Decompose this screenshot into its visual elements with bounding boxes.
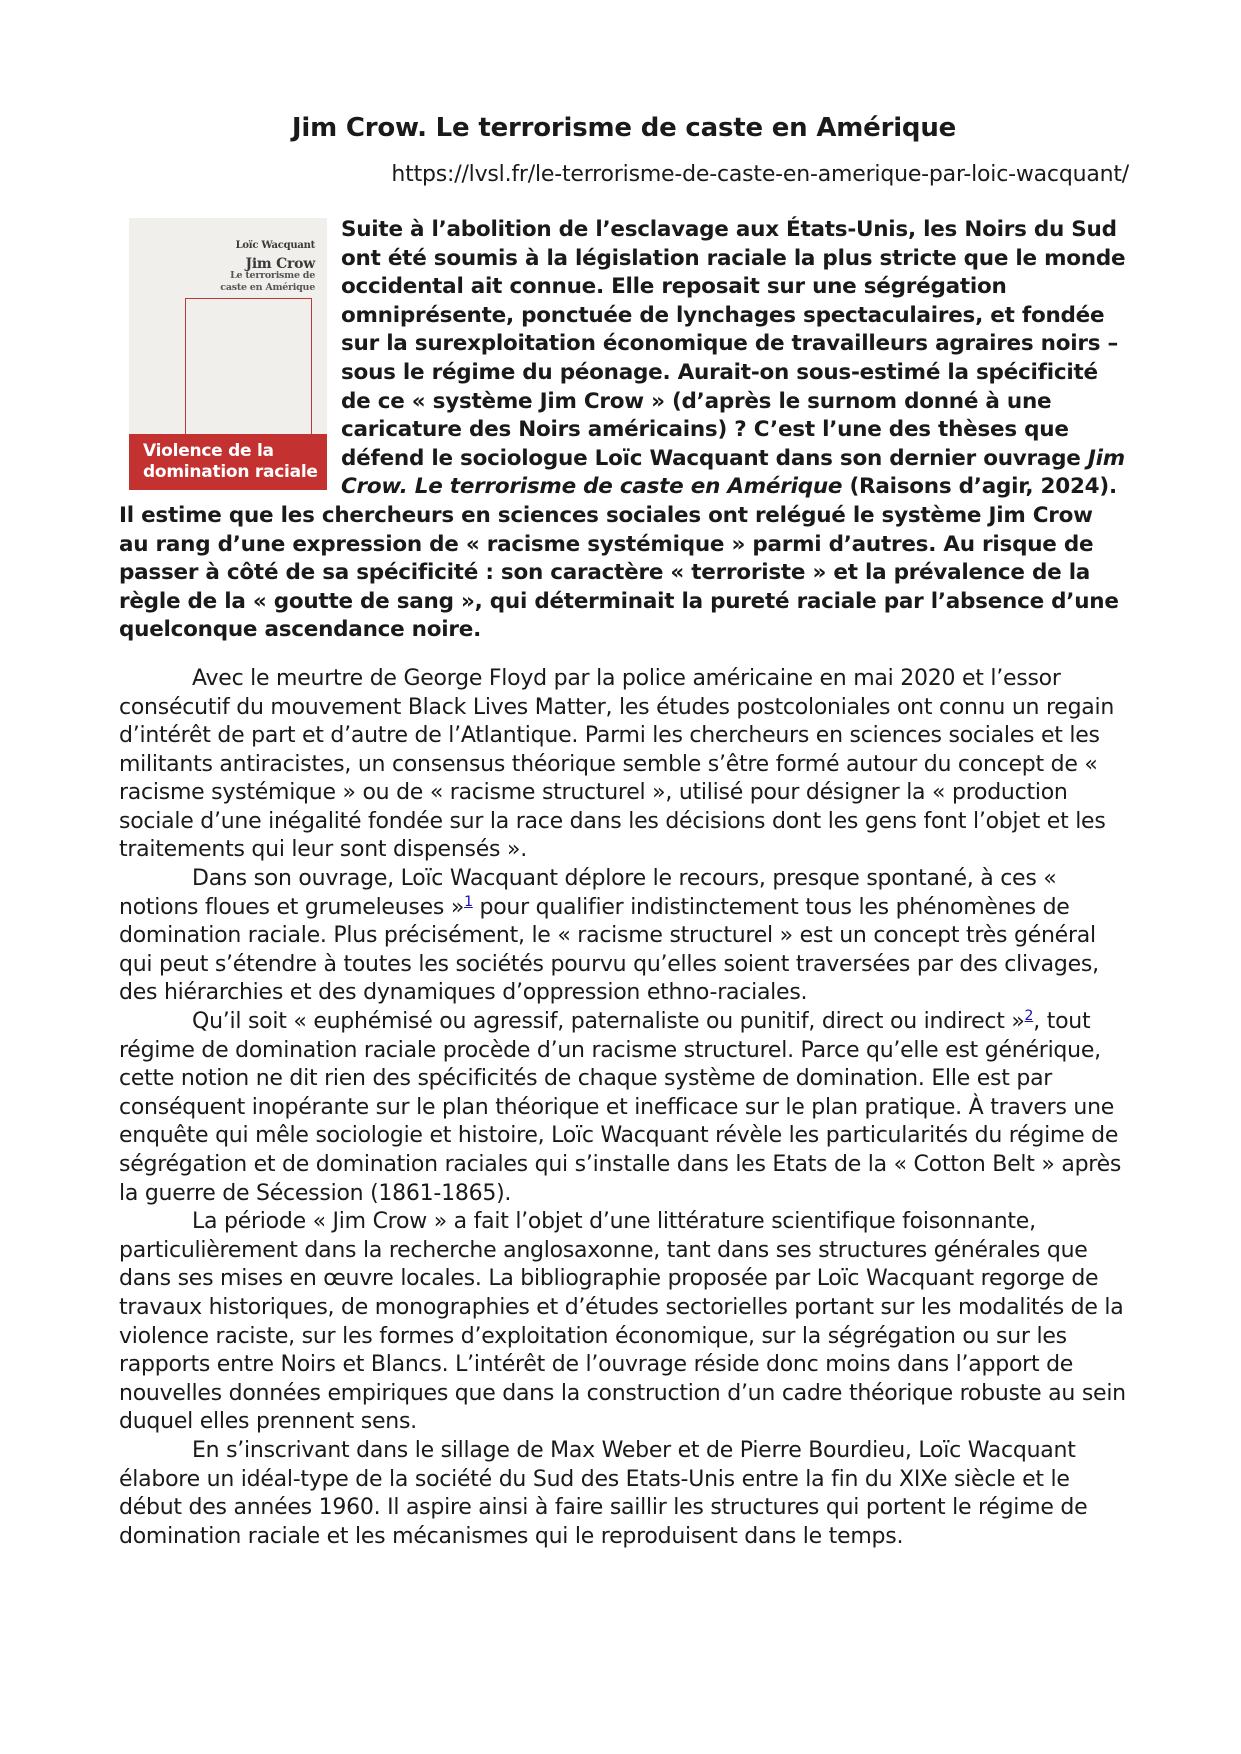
book-cover-image xyxy=(129,218,327,490)
intro-text-part2: (Raisons d’agir, 2024). Il estime que les chercheurs en sciences sociales ont relégué le système Jim Crow au rang d’une expression de « racisme systémique » parmi d’autres. Au risque de passer à côté de sa spécificité : son caractère « terroriste » et la prévalence de la règle de la « goutte de sang », qui déterminait la pureté raciale par l’absence d’une quelconque ascendance noire. xyxy=(119,474,1119,643)
footnote-ref-1[interactable]: 1 xyxy=(464,893,473,910)
source-url: https://lvsl.fr/le-terrorisme-de-caste-en-amerique-par-loic-wacquant/ xyxy=(391,162,1129,187)
intro-book-title: Jim Crow. Le terrorisme de caste en Amérique xyxy=(341,445,1125,500)
body-paragraph-1: Avec le meurtre de George Floyd par la police américaine en mai 2020 et l’essor consécutif du mouvement Black Lives Matter, les études postcoloniales ont connu un regain d’intérêt de part et d’autre de l’Atlantique. Parmi les chercheurs en sciences sociales et les militants antiracistes, un consensus théorique semble s’être formé autour du concept de « racisme systémique » ou de « racisme structurel », utilisé pour désigner la « production sociale d’une inégalité fondée sur la race dans les décisions dont les gens font l’objet et les traitements qui leur sont dispensés ». xyxy=(119,665,1115,863)
article-body xyxy=(119,665,1129,1551)
body-paragraph-2-text-a: Dans son ouvrage, Loïc Wacquant déplore le recours, presque spontané, à ces « notions floues et grumeleuses » xyxy=(119,866,1057,920)
body-paragraph-4: La période « Jim Crow » a fait l’objet d’une littérature scientifique foisonnante, particulièrement dans la recherche anglosaxonne, tant dans ses structures générales que dans ses mises en œuvre locales. La bibliographie proposée par Loïc Wacquant regorge de travaux historiques, de monographies et d’études sectorielles portant sur les modalités de la violence raciste, sur les formes d’exploitation économique, sur la ségrégation ou sur les rapports entre Noirs et Blancs. L’intérêt de l’ouvrage réside donc moins dans l’apport de nouvelles données empiriques que dans la construction d’un cadre théorique robuste au sein duquel elles prennent sens. xyxy=(119,1209,1126,1435)
body-paragraph-2-text-b: pour qualifier indistinctement tous les phénomènes de domination raciale. Plus précisément, le « racisme structurel » est un concept très général qui peut s’étendre à toutes les sociétés pourvu qu’elles soient traversées par des clivages, des hiérarchies et des dynamiques d’oppression ethno-raciales. xyxy=(119,894,1099,1006)
intro-paragraph xyxy=(119,216,1129,645)
body-paragraph-2 xyxy=(119,865,1129,1008)
body-paragraph-3-text-b: , tout régime de domination raciale procède d’un racisme structurel. Parce qu’elle est générique, cette notion ne dit rien des spécificités de chaque système de domination. Elle est par conséquent inopérante sur le plan théorique et inefficace sur le plan pratique. À travers une enquête qui mêle sociologie et histoire, Loïc Wacquant révèle les particularités du régime de ségrégation et de domination raciales qui s’installe dans les Etats de la « Cotton Belt » après la guerre de Sécession (1861-1865). xyxy=(119,1009,1122,1206)
book-cover-author: Loïc Wacquant xyxy=(235,240,315,251)
book-cover-title: Jim Crow xyxy=(245,256,315,272)
page-title: Jim Crow. Le terrorisme de caste en Amérique xyxy=(291,113,957,143)
body-paragraph-5: En s’inscrivant dans le sillage de Max Weber et de Pierre Bourdieu, Loïc Wacquant élabore un idéal-type de la société du Sud des Etats-Unis entre la fin du XIXe siècle et le début des années 1960. Il aspire ainsi à faire saillir les structures qui portent le régime de domination raciale et les mécanismes qui le reproduisent dans le temps. xyxy=(119,1437,1088,1549)
footnote-ref-2[interactable]: 2 xyxy=(1024,1008,1034,1025)
intro-text-part1: Suite à l’abolition de l’esclavage aux États-Unis, les Noirs du Sud ont été soumis à la législation raciale la plus stricte que le monde occidental ait connue. Elle reposait sur une ségrégation omniprésente, ponctuée de lynchages spectaculaires, et fondée sur la surexploitation économique de travailleurs agraires noirs – sous le régime du péonage. Aurait-on sous-estimé la spécificité de ce « système Jim Crow » (d’après le surnom donné à une caricature des Noirs américains) ? C’est l’une des thèses que défend le sociologue Loïc Wacquant dans son dernier ouvrage xyxy=(341,217,1126,471)
body-paragraph-3 xyxy=(119,1008,1129,1208)
body-paragraph-3-text-a: Qu’il soit « euphémisé ou agressif, paternaliste ou punitif, direct ou indirect » xyxy=(192,1009,1025,1035)
document-page xyxy=(119,110,1129,1551)
book-cover-subtitle: Le terrorisme de caste en Amérique xyxy=(220,270,315,293)
book-cover-frame xyxy=(185,298,312,438)
book-cover-band: Violence de la domination raciale xyxy=(129,434,327,490)
